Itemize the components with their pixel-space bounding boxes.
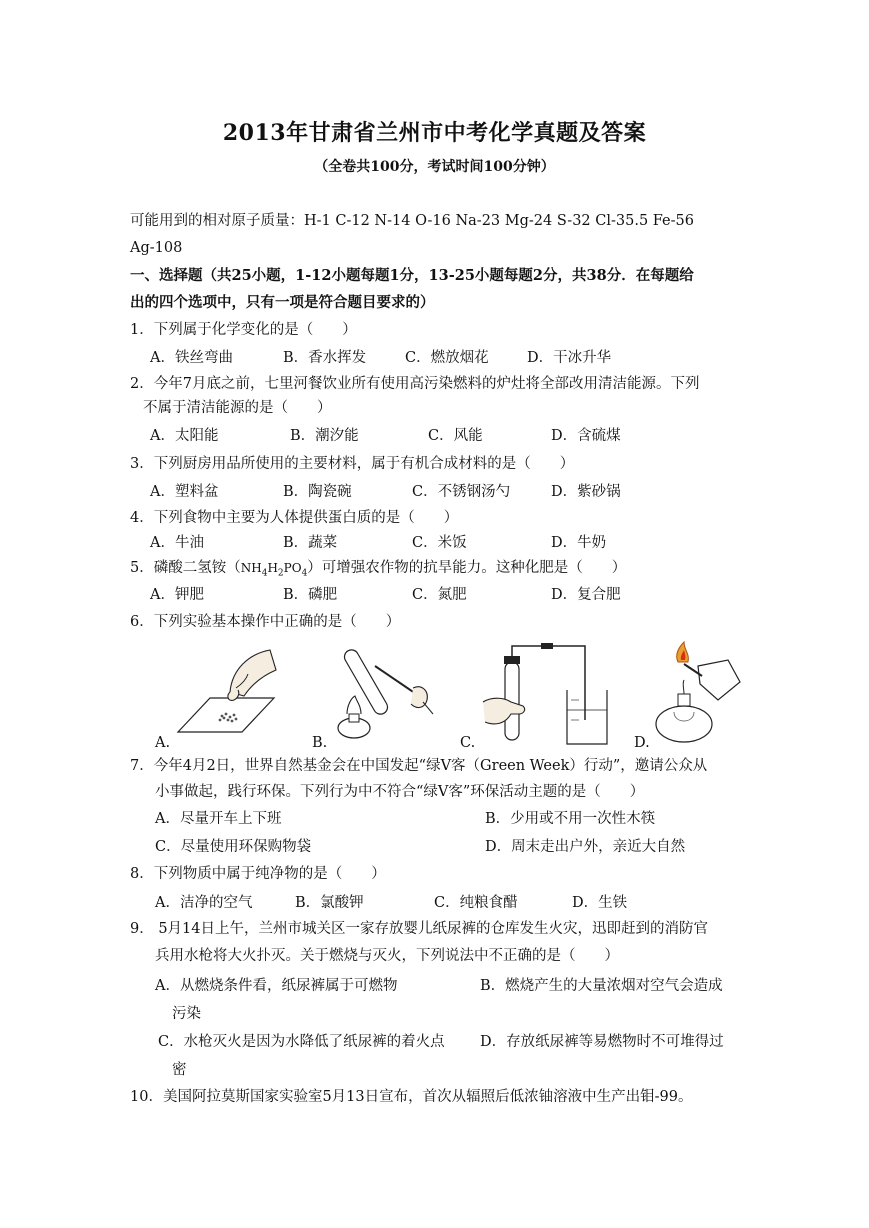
q6-option-b: B. <box>312 735 328 751</box>
q7-option-c: C．尽量使用环保购物袋 <box>155 839 312 855</box>
q3-option-a: A．塑料盆 <box>150 484 219 500</box>
q1-option-c: C．燃放烟花 <box>405 350 489 366</box>
q3-option-b: B．陶瓷碗 <box>283 484 352 500</box>
page-title: 2013年甘肃省兰州市中考化学真题及答案 <box>222 120 647 146</box>
q1-option-d: D．干冰升华 <box>527 350 612 366</box>
q5-option-c: C．氮肥 <box>412 587 467 603</box>
q3-stem: 3．下列厨房用品所使用的主要材料，属于有机合成材料的是（ ） <box>130 456 575 472</box>
figure-a-powder-on-paper <box>170 640 280 750</box>
q4-option-a: A．牛油 <box>150 535 204 551</box>
q4-option-b: B．蔬菜 <box>283 535 338 551</box>
q6-stem: 6．下列实验基本操作中正确的是（ ） <box>130 614 401 630</box>
atomic-mass-line-2: Ag-108 <box>130 240 183 256</box>
q6-option-c: C. <box>460 735 476 751</box>
q8-stem: 8．下列物质中属于纯净物的是（ ） <box>130 866 386 882</box>
q2-option-d: D．含硫煤 <box>551 428 621 444</box>
q1-stem: 1．下列属于化学变化的是（ ） <box>130 322 357 338</box>
q6-option-d: D. <box>634 735 650 751</box>
atomic-mass-line-1: 可能用到的相对原子质量：H-1 C-12 N-14 O-16 Na-23 Mg-24 S-32 Cl-35.5 Fe-56 <box>130 213 694 229</box>
q2-stem-line-2: 不属于清洁能源的是（ ） <box>143 400 332 416</box>
q4-option-c: C．米饭 <box>412 535 467 551</box>
q7-stem-line-2: 小事做起，践行环保。下列行为中不符合“绿V客”环保活动主题的是（ ） <box>155 784 645 800</box>
q1-option-a: A．铁丝弯曲 <box>150 350 233 366</box>
q8-option-a: A．洁净的空气 <box>155 895 253 911</box>
q6-option-a: A. <box>155 735 171 751</box>
q7-option-a: A．尽量开车上下班 <box>155 811 282 827</box>
q5-option-b: B．磷肥 <box>283 587 338 603</box>
q9-option-c: C．水枪灭火是因为水降低了纸尿裤的着火点 <box>158 1034 445 1050</box>
page-subtitle: （全卷共100分，考试时间100分钟） <box>314 159 555 175</box>
q2-option-a: A．太阳能 <box>150 428 219 444</box>
q5-option-a: A．钾肥 <box>150 587 204 603</box>
q9-stem-line-1: 9． 5月14日上午，兰州市城关区一家存放婴儿纸尿裤的仓库发生火灾，迅即赶到的消防官 <box>130 921 709 937</box>
q5-option-d: D．复合肥 <box>551 587 621 603</box>
q7-stem-line-1: 7．今年4月2日，世界自然基金会在中国发起“绿V客（Green Week）行动”，邀请公众从 <box>130 758 708 774</box>
q9-option-b-line-2: 污染 <box>172 1006 201 1022</box>
q8-option-b: B．氯酸钾 <box>295 895 364 911</box>
q9-stem-line-2: 兵用水枪将大火扑灭。关于燃烧与灭火，下列说法中不正确的是（ ） <box>155 948 619 964</box>
q4-stem: 4．下列食物中主要为人体提供蛋白质的是（ ） <box>130 510 459 526</box>
q9-option-d: D．存放纸尿裤等易燃物时不可堆得过 <box>480 1034 724 1050</box>
q1-option-b: B．香水挥发 <box>283 350 367 366</box>
figure-b-heating-test-tube <box>325 640 440 750</box>
q8-option-c: C．纯粮食醋 <box>434 895 518 911</box>
q9-option-b-line-1: B．燃烧产生的大量浓烟对空气会造成 <box>480 978 723 994</box>
section-heading-line-1: 一、选择题（共25小题，1-12小题每题1分，13-25小题每题2分，共38分．在每题给 <box>130 267 694 284</box>
q5-stem: 5．磷酸二氢铵$(NH_4H_2PO_4)$可增强农作物的抗旱能力。这种化肥是（ ） <box>130 560 627 579</box>
q7-option-d: D．周末走出户外，亲近大自然 <box>485 839 686 855</box>
q2-stem-line-1: 2．今年7月底之前，七里河餐饮业所有使用高污染燃料的炉灶将全部改用清洁能源。下列 <box>130 376 700 392</box>
q2-option-c: C．风能 <box>428 428 483 444</box>
q9-option-a: A．从燃烧条件看，纸尿裤属于可燃物 <box>155 978 398 994</box>
q10-stem: 10．美国阿拉莫斯国家实验室5月13日宣布，首次从辐照后低浓铀溶液中生产出钼-99。 <box>130 1089 693 1105</box>
q9-option-d-line-2: 密 <box>172 1062 187 1078</box>
figure-d-alcohol-lamps <box>648 640 748 750</box>
q3-option-d: D．紫砂锅 <box>551 484 621 500</box>
q5-formula: $NH_4H_2PO_4$ <box>240 561 308 579</box>
q3-option-c: C．不锈钢汤勺 <box>412 484 511 500</box>
q8-option-d: D．生铁 <box>572 895 628 911</box>
q4-option-d: D．牛奶 <box>551 535 607 551</box>
figure-c-airtightness-check <box>475 640 615 750</box>
q2-option-b: B．潮汐能 <box>290 428 359 444</box>
q7-option-b: B．少用或不用一次性木筷 <box>485 811 656 827</box>
section-heading-line-2: 出的四个选项中，只有一项是符合题目要求的） <box>130 294 435 311</box>
